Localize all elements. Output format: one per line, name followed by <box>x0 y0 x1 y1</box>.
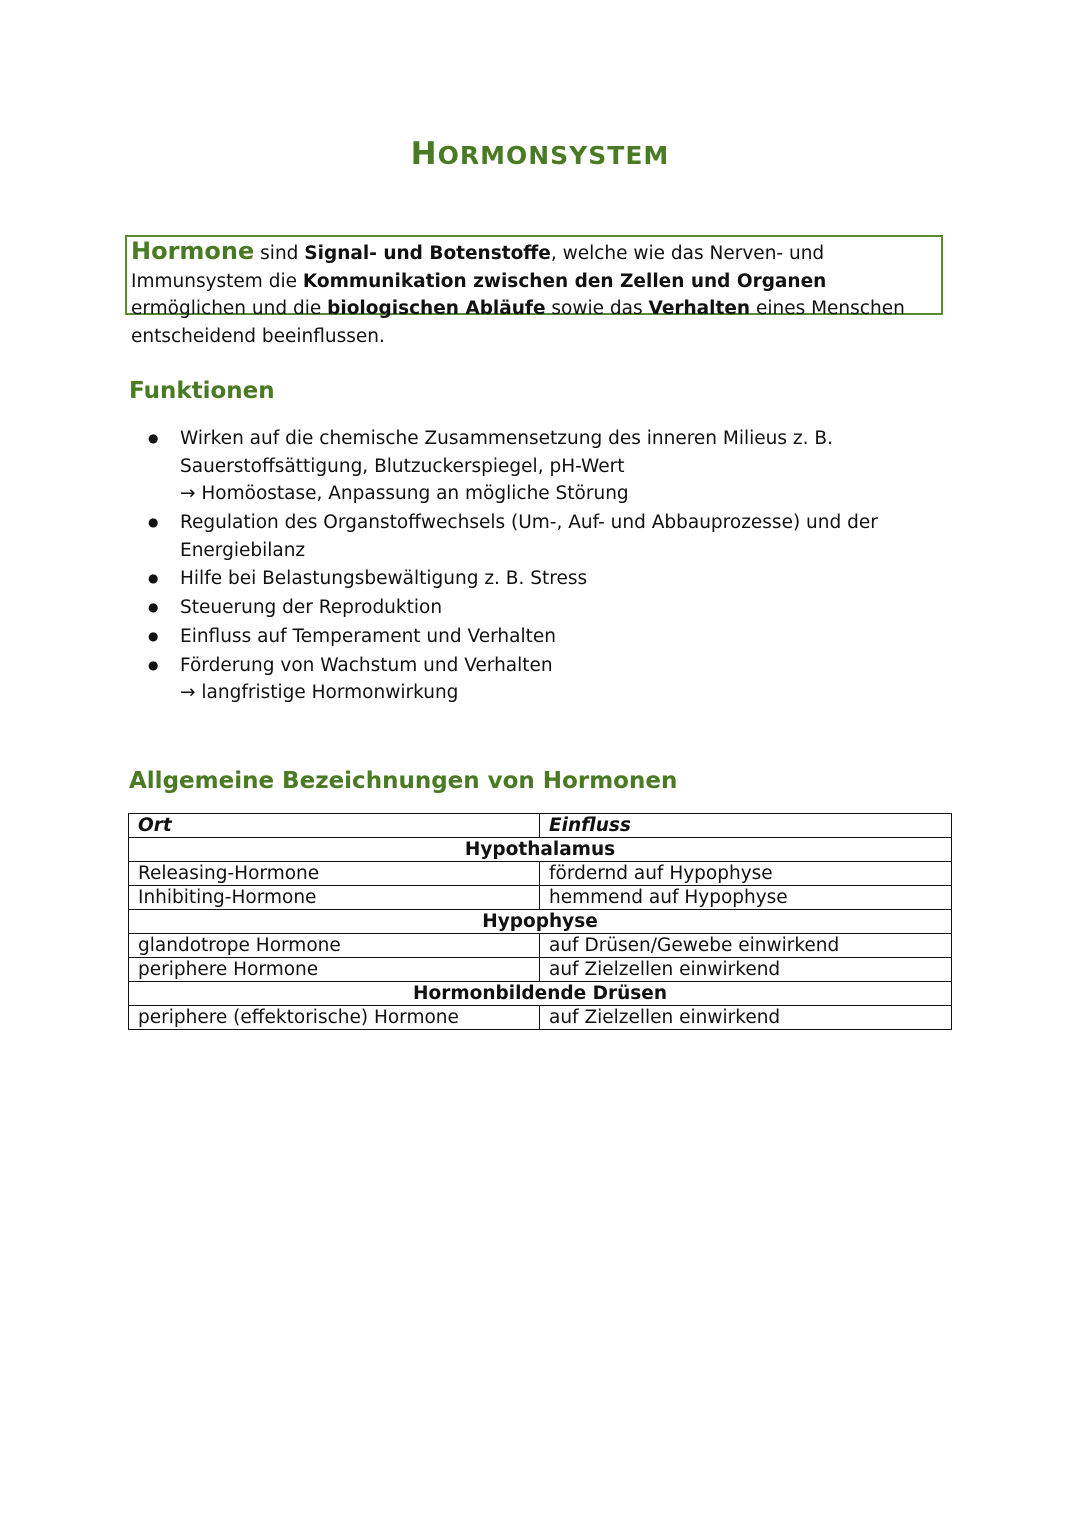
definition-segment: sowie das <box>545 298 649 319</box>
table-section-name: Hypothalamus <box>129 838 952 862</box>
definition-emphasis: biologischen Abläufe <box>327 298 546 319</box>
function-text: Einfluss auf Temperament und Verhalten <box>180 625 556 647</box>
function-text: Wirken auf die chemische Zusammensetzung des inneren Milieus z. B. Sauerstoffsättigung, Blutzuckerspiegel, pH-Wert <box>180 428 833 477</box>
definition-emphasis: Kommunikation zwischen den Zellen und Organen <box>302 270 827 292</box>
table-section-row <box>129 910 952 934</box>
page-title-rest: ORMONSYSTEM <box>437 141 670 170</box>
function-item <box>140 594 900 622</box>
header-einfluss: Einfluss <box>540 814 952 838</box>
function-item <box>140 425 900 508</box>
table-cell-ort: Inhibiting-Hormone <box>129 886 540 910</box>
table-row <box>129 862 952 886</box>
table-cell-ort: glandotrope Hormone <box>129 934 540 958</box>
functions-heading: Funktionen <box>129 378 275 404</box>
table-section-name: Hypophyse <box>129 910 952 934</box>
table-cell-einfluss: hemmend auf Hypophyse <box>540 886 952 910</box>
function-sub: → Homöostase, Anpassung an mögliche Störung <box>180 483 629 505</box>
function-item <box>140 623 900 651</box>
function-text: Regulation des Organstoffwechsels (Um-, Auf- und Abbauprozesse) und der Energiebilanz <box>180 511 878 561</box>
page-title <box>0 134 1080 172</box>
table-cell-einfluss: auf Zielzellen einwirkend <box>540 958 952 982</box>
table-cell-einfluss: fördernd auf Hypophyse <box>540 862 952 886</box>
definition-segment: sind <box>254 243 305 264</box>
table-body <box>129 838 952 1030</box>
definition-box <box>125 235 943 347</box>
table-cell-einfluss: auf Drüsen/Gewebe einwirkend <box>540 934 952 958</box>
function-item <box>140 565 900 593</box>
table-cell-ort: periphere Hormone <box>129 958 540 982</box>
table-row <box>129 958 952 982</box>
definition-term: Hormone <box>131 237 255 265</box>
table-section-name: Hormonbildende Drüsen <box>129 982 952 1006</box>
table-row <box>129 934 952 958</box>
hormone-table <box>128 813 952 1030</box>
table-row <box>129 1006 952 1030</box>
table-section-row <box>129 982 952 1006</box>
table-section-row <box>129 838 952 862</box>
functions-list <box>140 425 900 708</box>
function-item <box>140 652 900 707</box>
definition-text <box>131 238 937 350</box>
definition-emphasis: Signal- und Botenstoffe <box>304 243 551 264</box>
definition-segment: , welche wie das Nerven- und Immunsystem die <box>131 243 825 292</box>
function-sub: → langfristige Hormonwirkung <box>180 682 459 704</box>
function-text: Hilfe bei Belastungsbewältigung z. B. Stress <box>180 568 588 590</box>
table-row <box>129 886 952 910</box>
table-cell-ort: periphere (effektorische) Hormone <box>129 1006 540 1030</box>
header-ort: Ort <box>129 814 540 838</box>
definition-emphasis: Verhalten <box>648 298 751 319</box>
function-text: Förderung von Wachstum und Verhalten <box>180 654 553 676</box>
table-cell-einfluss: auf Zielzellen einwirkend <box>540 1006 952 1030</box>
table-heading: Allgemeine Bezeichnungen von Hormonen <box>129 768 678 794</box>
function-text: Steuerung der Reproduktion <box>180 597 443 619</box>
table-cell-ort: Releasing-Hormone <box>129 862 540 886</box>
page-title-initial: H <box>410 136 438 172</box>
function-item <box>140 509 900 564</box>
definition-segment: ermöglichen und die <box>131 298 328 319</box>
table-header-row <box>129 814 952 838</box>
definition-segment: eines Menschen entscheidend beeinflussen. <box>131 298 905 347</box>
